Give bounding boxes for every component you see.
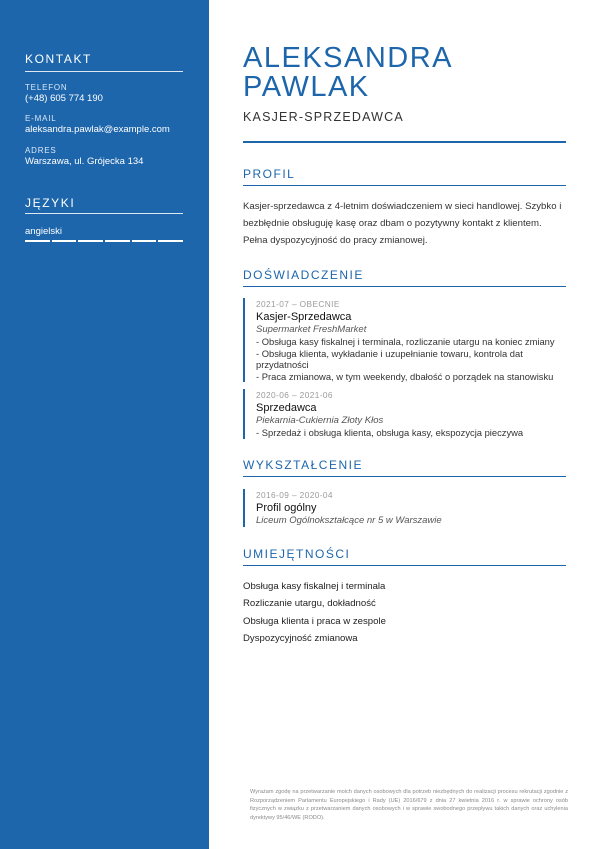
education-title: WYKSZTAŁCENIE <box>243 458 363 472</box>
entry-company: Supermarket FreshMarket <box>256 324 367 335</box>
entry-school: Liceum Ogólnokształcące nr 5 w Warszawie <box>256 515 442 526</box>
entry-company: Piekarnia-Cukiernia Złoty Kłos <box>256 415 384 426</box>
profile-divider <box>243 185 566 186</box>
entry-date: 2021-07 – OBECNIE <box>256 299 340 309</box>
skill-item: Obsługa klienta i praca w zespole <box>243 616 386 627</box>
entry-bullet: - Sprzedaż i obsługa klienta, obsługa kasy, ekspozycja pieczywa <box>256 427 524 438</box>
skill-item: Rozliczanie utargu, dokładność <box>243 598 376 609</box>
entry-degree: Profil ogólny <box>256 502 317 514</box>
phone-value: (+48) 605 774 190 <box>25 93 103 104</box>
first-name: ALEKSANDRA <box>243 42 454 74</box>
email-label: E-MAIL <box>25 114 57 123</box>
entry-position: Sprzedawca <box>256 402 317 414</box>
level-segment <box>52 240 77 242</box>
address-value: Warszawa, ul. Grójecka 134 <box>25 156 144 167</box>
level-segment <box>158 240 183 242</box>
header-divider <box>243 141 566 143</box>
job-title: KASJER-SPRZEDAWCA <box>243 110 404 124</box>
skills-title: UMIEJĘTNOŚCI <box>243 547 351 561</box>
entry-bullet: - Obsługa klienta, wykładanie i uzupełnianie towaru, kontrola dat przydatności <box>256 347 523 370</box>
contact-title: KONTAKT <box>25 52 92 66</box>
entry-bullet: - Obsługa kasy fiskalnej i terminala, rozliczanie utargu na koniec zmiany <box>256 336 555 347</box>
gdpr-consent: Wyrażam zgodę na przetwarzanie moich danych osobowych dla potrzeb niezbędnych do realizacji procesu rekrutacji zgodnie z Rozporządzeniem Parlamentu Europejskiego i Rady (UE) 2016/679 z dnia 27 kwietnia 2016 r. w sprawie ochrony osób fizycznych w związku z przetwarzaniem danych osobowych i w sprawie swobodnego przepływu takich danych oraz uchylenia dyrektywy 95/46/WE (RODO). <box>250 789 568 821</box>
level-segment <box>78 240 103 242</box>
email-value: aleksandra.pawlak@example.com <box>25 124 170 135</box>
languages-title: JĘZYKI <box>25 196 76 210</box>
languages-divider <box>25 213 183 214</box>
skill-item: Dyspozycyjność zmianowa <box>243 633 358 644</box>
experience-title: DOŚWIADCZENIE <box>243 268 364 282</box>
last-name: PAWLAK <box>243 71 370 103</box>
entry-date: 2016-09 – 2020-04 <box>256 490 333 500</box>
level-segment <box>25 240 50 242</box>
contact-divider <box>25 71 183 72</box>
skill-item: Obsługa kasy fiskalnej i terminala <box>243 581 386 592</box>
level-segment <box>132 240 157 242</box>
entry-date: 2020-06 – 2021-06 <box>256 390 333 400</box>
profile-text: Kasjer-sprzedawca z 4-letnim doświadczeniem w sieci handlowej. Szybko i bezbłędnie obsługuję kasę oraz dbam o pozytywny kontakt z klientem. Pełna dyspozycyjność do pracy zmianowej. <box>243 201 562 246</box>
candidate-name <box>243 44 453 102</box>
address-label: ADRES <box>25 146 57 155</box>
profile-title: PROFIL <box>243 167 296 181</box>
language-level-bar <box>25 240 183 242</box>
entry-position: Kasjer-Sprzedawca <box>256 311 352 323</box>
level-segment <box>105 240 130 242</box>
main-content <box>243 0 566 849</box>
sidebar <box>0 0 209 849</box>
skills-divider <box>243 565 566 566</box>
experience-entry <box>243 389 566 439</box>
language-name: angielski <box>25 226 62 237</box>
experience-entry <box>243 298 566 382</box>
experience-divider <box>243 286 566 287</box>
phone-label: TELEFON <box>25 83 68 92</box>
education-divider <box>243 476 566 477</box>
entry-bullet: - Praca zmianowa, w tym weekendy, dbałość o porządek na stanowisku <box>256 370 554 382</box>
education-entry <box>243 489 566 527</box>
